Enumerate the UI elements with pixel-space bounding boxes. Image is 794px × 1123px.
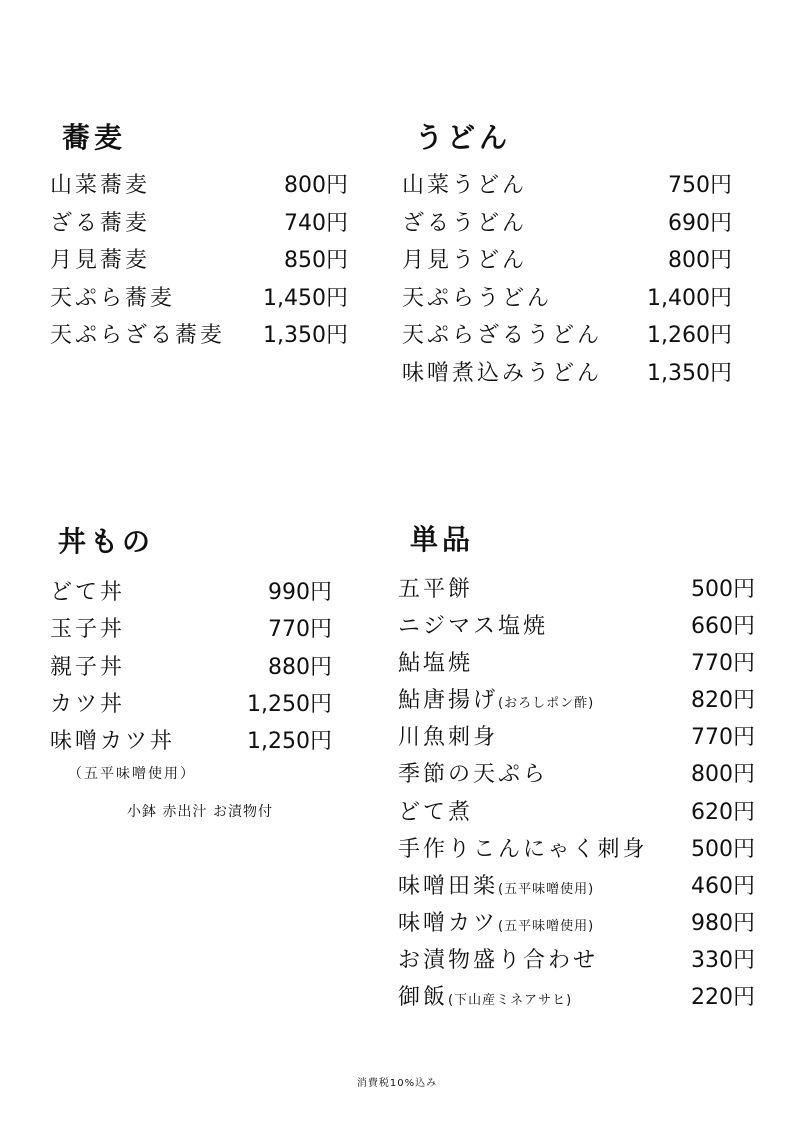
menu-item-name: ざる蕎麦: [50, 210, 151, 236]
menu-item-name-group: [398, 646, 473, 677]
menu-item-name: 天ぷらうどん: [402, 285, 553, 311]
menu-item: [50, 281, 348, 319]
menu-item: [398, 980, 755, 1017]
menu-item-name: お漬物盛り合わせ: [398, 947, 599, 973]
menu-item-name-group: [402, 356, 602, 387]
donburi-section: [50, 522, 332, 821]
menu-item-name: どて煮: [398, 799, 474, 825]
menu-item: [50, 687, 332, 724]
menu-item-name-group: [398, 832, 648, 863]
menu-item-name-group: [398, 683, 594, 714]
menu-item-price: 990円: [268, 580, 332, 605]
soba-heading: 蕎麦: [62, 121, 127, 154]
menu-item-price: 1,250円: [247, 691, 332, 717]
menu-item-price: 500円: [691, 577, 755, 602]
menu-item: [402, 243, 732, 281]
menu-item: [402, 356, 732, 394]
menu-item: [398, 757, 755, 794]
menu-item-name-group: [402, 318, 602, 349]
menu-item-name-group: [50, 318, 225, 349]
menu-item-price: 1,450円: [263, 285, 348, 311]
menu-item-name: 味噌田楽: [398, 873, 499, 899]
menu-item: [402, 206, 732, 244]
menu-item-name: 天ぷらざるうどん: [402, 323, 603, 349]
menu-item-name: 月見うどん: [402, 248, 528, 274]
udon-heading: うどん: [415, 121, 512, 154]
menu-item-name-group: [398, 943, 598, 974]
menu-item-name-group: [50, 650, 125, 681]
menu-item: [398, 646, 755, 683]
menu-item-name-group: [398, 869, 594, 900]
menu-item-note: (下山産ミネアサヒ): [448, 993, 573, 1009]
menu-item-name-group: [50, 168, 150, 199]
menu-item: [398, 869, 755, 906]
menu-item-name-group: [402, 243, 527, 274]
menu-item: [50, 168, 348, 206]
menu-item-name-group: [402, 281, 552, 312]
menu-item: [50, 724, 332, 761]
menu-item: [398, 683, 755, 720]
menu-item-price: 770円: [691, 725, 755, 751]
menu-item-name-group: [398, 906, 594, 937]
menu-item-name-group: [398, 757, 548, 788]
menu-item: [50, 318, 348, 356]
menu-item-price: 460円: [691, 873, 755, 899]
menu-item-name: 五平餅: [398, 577, 474, 602]
menu-item-price: 820円: [691, 688, 755, 714]
menu-item-price: 800円: [284, 173, 348, 198]
menu-item-price: 770円: [268, 617, 332, 643]
menu-item-price: 1,400円: [647, 285, 732, 311]
menu-item: [398, 943, 755, 980]
menu-item-price: 1,350円: [647, 360, 732, 386]
menu-item-name-group: [398, 980, 572, 1011]
menu-item-name-group: [398, 609, 548, 640]
menu-item-name-group: [50, 687, 125, 718]
menu-item-name: 味噌カツ: [398, 910, 499, 936]
menu-item-name: 鮎唐揚げ: [398, 688, 499, 714]
menu-item-price: 740円: [284, 210, 348, 236]
menu-item-name-group: [50, 243, 150, 274]
menu-item-note: (おろしポン酢): [498, 696, 595, 712]
menu-item-name-group: [398, 795, 473, 826]
menu-item: [50, 612, 332, 649]
menu-item-name: ざるうどん: [402, 210, 528, 236]
menu-item-name-group: [50, 612, 125, 643]
menu-item-name: 親子丼: [50, 654, 126, 680]
menu-item-name: どて丼: [50, 580, 126, 605]
menu-item-price: 1,350円: [263, 323, 348, 348]
menu-item-price: 220円: [691, 985, 755, 1011]
menu-item-name: 月見蕎麦: [50, 248, 151, 273]
menu-item-name-group: [402, 206, 527, 237]
menu-item-name: 味噌カツ丼: [50, 729, 176, 755]
menu-item: [402, 318, 732, 356]
menu-item-price: 690円: [668, 210, 732, 236]
menu-item-name: ニジマス塩焼: [398, 614, 549, 640]
udon-section: [402, 118, 732, 394]
menu-item-name-group: [50, 724, 175, 755]
menu-item: [398, 720, 755, 757]
menu-item-name-group: [402, 168, 527, 199]
menu-item: [398, 832, 755, 869]
menu-item-price: 750円: [668, 173, 732, 198]
menu-item-name: 天ぷらざる蕎麦: [50, 323, 226, 348]
menu-item-name-group: [398, 572, 473, 603]
menu-item: [50, 243, 348, 281]
menu-item-price: 980円: [691, 910, 755, 936]
donburi-item-note: （五平味噌使用）: [68, 766, 196, 783]
menu-item: [402, 281, 732, 319]
donburi-side-note: 小鉢 赤出汁 お漬物付: [127, 804, 273, 821]
menu-item-name-group: [50, 206, 150, 237]
menu-item-price: 1,250円: [247, 729, 332, 755]
tax-note: 消費税10%込み: [356, 1078, 438, 1089]
menu-item-price: 330円: [691, 947, 755, 973]
menu-item-name: 味噌煮込みうどん: [402, 360, 603, 386]
menu-item: [402, 168, 732, 206]
menu-item-price: 880円: [268, 654, 332, 680]
menu-item: [398, 795, 755, 832]
soba-section: [50, 118, 348, 356]
menu-item-name: 季節の天ぷら: [398, 762, 549, 788]
tanpin-heading: 単品: [410, 523, 475, 556]
menu-item-name: 天ぷら蕎麦: [50, 285, 176, 311]
menu-item-name-group: [50, 281, 175, 312]
donburi-heading: 丼もの: [58, 525, 155, 558]
menu-item-price: 800円: [691, 762, 755, 788]
menu-item-price: 620円: [691, 799, 755, 825]
menu-item: [50, 575, 332, 612]
menu-item-price: 1,260円: [647, 323, 732, 349]
menu-item: [398, 609, 755, 646]
menu-item: [398, 572, 755, 609]
menu-item-name-group: [50, 575, 125, 606]
menu-item-price: 660円: [691, 614, 755, 640]
menu-item-price: 800円: [668, 248, 732, 274]
menu-item-price: 850円: [284, 248, 348, 273]
menu-item-note: (五平味噌使用): [498, 918, 595, 934]
menu-item-name: 山菜うどん: [402, 173, 528, 198]
menu-item-price: 770円: [691, 651, 755, 677]
menu-item-name: 鮎塩焼: [398, 651, 474, 677]
menu-item-name: 山菜蕎麦: [50, 173, 151, 198]
menu-item-name: カツ丼: [50, 691, 126, 717]
menu-item-price: 500円: [691, 836, 755, 862]
menu-item-name: 川魚刺身: [398, 725, 499, 751]
menu-item-name: 玉子丼: [50, 617, 126, 643]
menu-item-note: (五平味噌使用): [498, 881, 595, 897]
menu-item: [398, 906, 755, 943]
tanpin-section: [398, 520, 755, 1017]
menu-item: [50, 650, 332, 687]
menu-item: [50, 206, 348, 244]
menu-item-name-group: [398, 720, 498, 751]
menu-item-name: 手作りこんにゃく刺身: [398, 836, 648, 862]
menu-item-name: 御飯: [398, 985, 449, 1011]
